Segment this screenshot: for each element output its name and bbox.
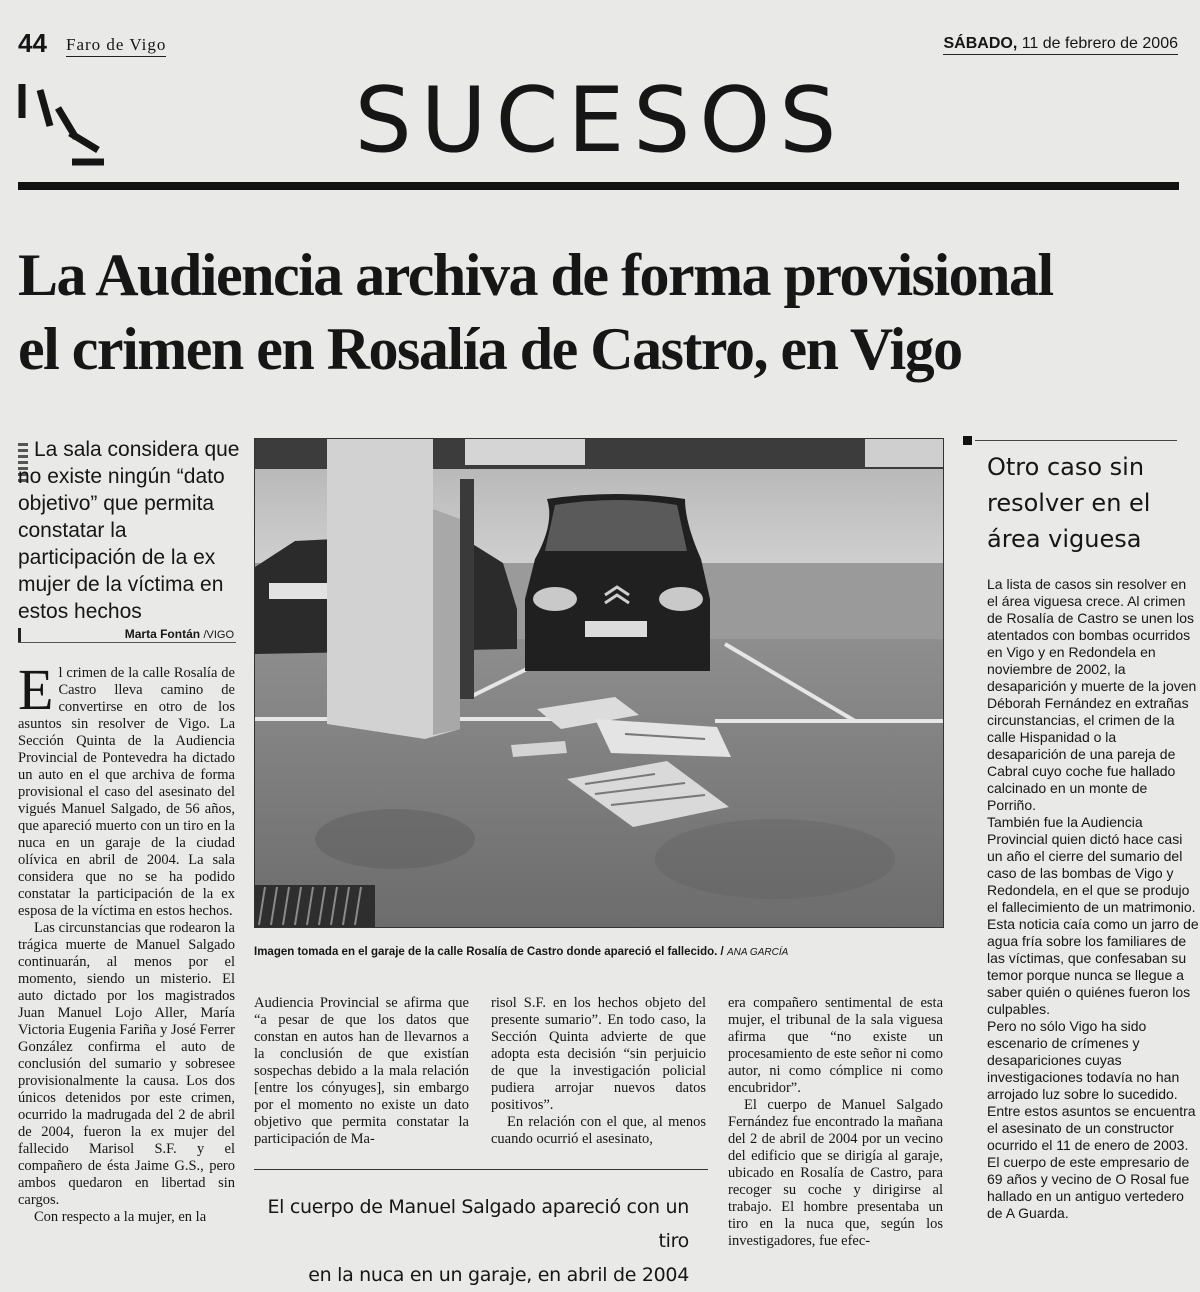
date-text: 11 de febrero de 2006 bbox=[1021, 35, 1178, 52]
sidebar-paragraph-4: El cuerpo de este empresario de 69 años y vecino de O Rosal fue hallado en un antiguo vertedero de A Guarda. bbox=[987, 1154, 1190, 1221]
column-3-paragraph-1: risol S.F. en los hechos objeto del presente sumario”. En todo caso, la Sección Quinta advierte de que adopta esta decisión “sin perjuicio de que la investigación policial pudiera arrojar nuevos datos positivos”. bbox=[491, 995, 706, 1113]
column-2-text: Audiencia Provincial se afirma que “a pesar de que los datos que constan en autos han de llevarnos a la conclusión de que existían sospechas debido a la mala relación [entre los cónyuges], sin embargo por el momento no existe un dato objetivo que permita constatar la participación de Ma- bbox=[254, 995, 469, 1147]
byline-place: /VIGO bbox=[203, 629, 234, 641]
headline-line-1: La Audiencia archiva de forma provisional bbox=[18, 242, 1053, 308]
article-column-2 bbox=[254, 995, 469, 1148]
article-column-3 bbox=[491, 995, 706, 1148]
column-4-paragraph-1: era compañero sentimental de esta mujer, el tribunal de la sala viguesa afirma que “no existe un procesamiento de este señor ni como autor, ni como cómplice ni como encubridor”. bbox=[728, 995, 943, 1096]
garage-photo-image bbox=[255, 439, 943, 927]
photo-credit: ANA GARCÍA bbox=[726, 947, 789, 958]
lead-text: l crimen de la calle Rosalía de Castro lleva camino de convertirse en otro de los asuntos sin resolver de Vigo. La Sección Quinta de la Audiencia Provincial de Pontevedra ha dictado un auto en el que archiva de forma provisional el caso del asesinato del vigués Manuel Salgado, de 56 años, que apareció muerto con un tiro en la nuca en un garaje de la ciudad olívica en abril de 2004. La sala considera que no se ha podido constatar la participación de la ex esposa de la víctima en estos hechos. bbox=[18, 665, 235, 919]
newspaper-name: Faro de Vigo bbox=[66, 35, 166, 57]
pullquote-line-1: El cuerpo de Manuel Salgado apareció con un tiro bbox=[267, 1196, 689, 1252]
headline-line-2: el crimen en Rosalía de Castro, en Vigo bbox=[18, 316, 962, 382]
paragraph-3: Con respecto a la mujer, en la bbox=[34, 1209, 207, 1225]
column-3-paragraph-2: En relación con el que, al menos cuando ocurrió el asesinato, bbox=[491, 1114, 706, 1147]
pullquote bbox=[254, 1190, 689, 1292]
pullquote-line-2: en la nuca en un garaje, en abril de 2004 bbox=[308, 1264, 689, 1286]
lead-paragraph bbox=[18, 657, 235, 920]
page-number: 44 bbox=[18, 28, 47, 58]
dateline bbox=[943, 35, 1178, 55]
headline bbox=[18, 238, 1188, 386]
garage-photo bbox=[254, 438, 944, 928]
column-4-paragraph-2: El cuerpo de Manuel Salgado Fernández fue encontrado la mañana del 2 de abril de 2004 por un vecino del edificio que se dirigía al garaje, ubicado en Rosalía de Castro, para recoger su coche y dirigirse al trabajo. El hombre presentaba un tiro en la nuca que, según los investigadores, fue efec- bbox=[728, 1097, 943, 1249]
sidebar-marker bbox=[963, 436, 972, 445]
byline-author: Marta Fontán bbox=[124, 627, 201, 641]
article-deck: La sala considera que no existe ningún “dato objetivo” que permita constatar la participación de la ex mujer de la víctima en estos hechos bbox=[18, 438, 240, 623]
section-title: SUCESOS bbox=[354, 68, 846, 173]
sidebar-paragraph-3: Pero no sólo Vigo ha sido escenario de crímenes y desapariciones cuyas investigaciones todavía no han arrojado luz sobre lo sucedido. Entre estos asuntos se encuentra el asesinato de un constructor ocurrido el 11 de enero de 2003. bbox=[987, 1018, 1196, 1153]
article-column-1 bbox=[18, 657, 235, 1226]
date-day: SÁBADO, bbox=[943, 35, 1018, 52]
caption-text: Imagen tomada en el garaje de la calle Rosalía de Castro donde apareció el fallecido. / bbox=[254, 946, 724, 958]
byline-rule bbox=[18, 642, 236, 643]
section-rule bbox=[18, 182, 1179, 190]
sidebar-paragraph-2: También fue la Audiencia Provincial quien dictó hace casi un año el cierre del sumario del caso de las bombas de Vigo y Redondela, en el que se produjo el fallecimiento de un matrimonio. Esta noticia caía como un jarro de agua fría sobre los familiares de las víctimas, que confesaban su temor porque nunca se llegue a saber quién o quiénes fueron los culpables. bbox=[987, 814, 1199, 1017]
sidebar-paragraph-1: La lista de casos sin resolver en el área viguesa crece. Al crimen de Rosalía de Castro se unen los atentados con bombas ocurridos en Vigo y en Redondela en noviembre de 2002, la desaparición y muerte de la joven Déborah Fernández en extrañas circunstancias, el crimen de la calle Hispanidad o la desaparición de una pareja de Cabral cuyo coche fue hallado calcinado en un monte de Porriño. bbox=[987, 576, 1197, 813]
article-column-4 bbox=[728, 995, 943, 1250]
sidebar-rule bbox=[975, 440, 1177, 441]
sidebar-title: Otro caso sin resolver en el área viguesa bbox=[987, 453, 1151, 553]
paragraph-2: Las circunstancias que rodearon la trágica muerte de Manuel Salgado continuarán, al menos por el momento, siendo un misterio. El auto dictado por los magistrados Juan Manuel Lojo Aller, María Victoria Eugenia Fariña y José Ferrer González confirma el auto de conclusión del sumario y sobresee provisionalmente la causa. Los dos únicos detenidos por este crimen, ocurrido la madrugada del 2 de abril de 2004, fueron la ex mujer del fallecido Marisol S.F. y el compañero de ésta Jaime G.S., pero ambos quedaron en libertad sin cargos. bbox=[18, 920, 235, 1208]
drop-cap: E bbox=[18, 657, 54, 722]
sidebar-body bbox=[987, 576, 1199, 1222]
byline bbox=[18, 627, 234, 641]
pullquote-rule bbox=[254, 1169, 708, 1170]
photo-caption bbox=[254, 946, 954, 958]
